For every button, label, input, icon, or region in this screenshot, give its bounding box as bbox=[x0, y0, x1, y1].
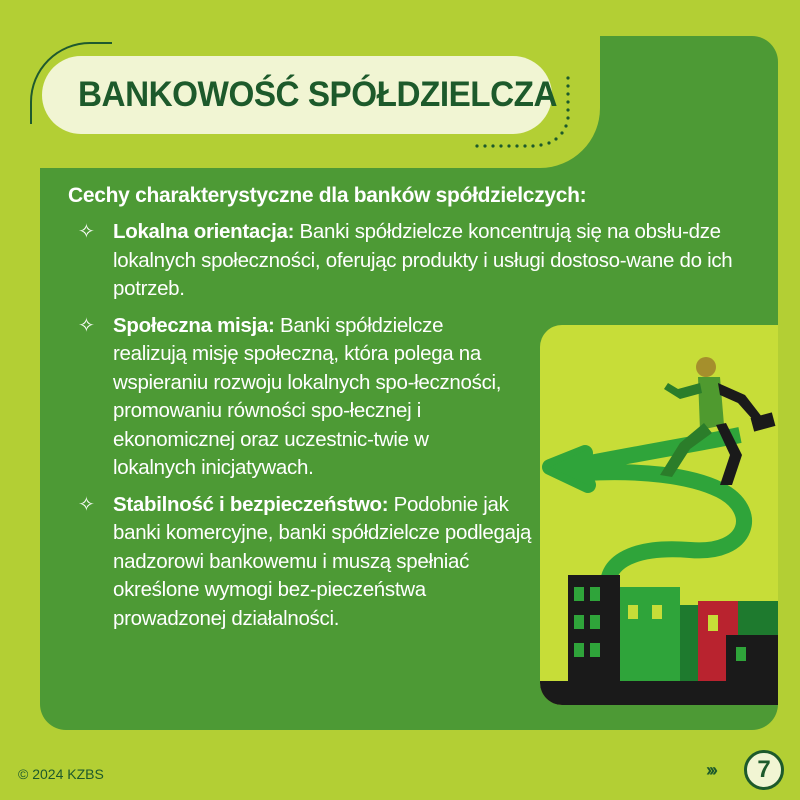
dotted-decoration bbox=[470, 70, 580, 150]
page-title: BANKOWOŚĆ SPÓŁDZIELCZA bbox=[78, 75, 558, 114]
sparkle-icon: ✧ bbox=[78, 493, 95, 516]
item-text: Banki spółdzielcze koncentrują się na obsłu-dze lokalnych społeczności, oferując produkty i usługi dostoso-wane do ich potrzeb. bbox=[113, 220, 733, 300]
item-label: Lokalna orientacja: bbox=[113, 220, 295, 243]
sparkle-icon: ✧ bbox=[78, 314, 95, 337]
illustration-panel bbox=[540, 325, 778, 705]
business-growth-illustration bbox=[540, 325, 778, 705]
section-heading: Cechy charakterystyczne dla banków spółdzielczych: bbox=[68, 184, 587, 207]
item-label: Społeczna misja: bbox=[113, 313, 275, 337]
item-text: Podobnie jak banki komercyjne, banki spółdzielcze podlegają nadzorowi bankowemu i muszą spełniać określone wymogi bez-pieczeństwa prowadzonej działalności. bbox=[113, 492, 532, 630]
page-number: 7 bbox=[744, 750, 784, 790]
sparkle-icon: ✧ bbox=[78, 221, 95, 243]
list-item bbox=[68, 312, 503, 483]
item-text: Banki spółdzielcze realizują misję społeczną, która polega na wspieraniu rozwoju lokalnych spo-łeczności, promowaniu równości spo-łecznej i ekonomicznej oraz uczestnic-twie w lokalnych inicjatywach. bbox=[113, 313, 502, 479]
next-chevrons-icon[interactable]: ››› bbox=[706, 760, 715, 780]
list-item bbox=[68, 491, 533, 634]
copyright: © 2024 KZBS bbox=[18, 766, 104, 782]
list-item bbox=[68, 218, 753, 304]
item-label: Stabilność i bezpieczeństwo: bbox=[113, 492, 389, 516]
